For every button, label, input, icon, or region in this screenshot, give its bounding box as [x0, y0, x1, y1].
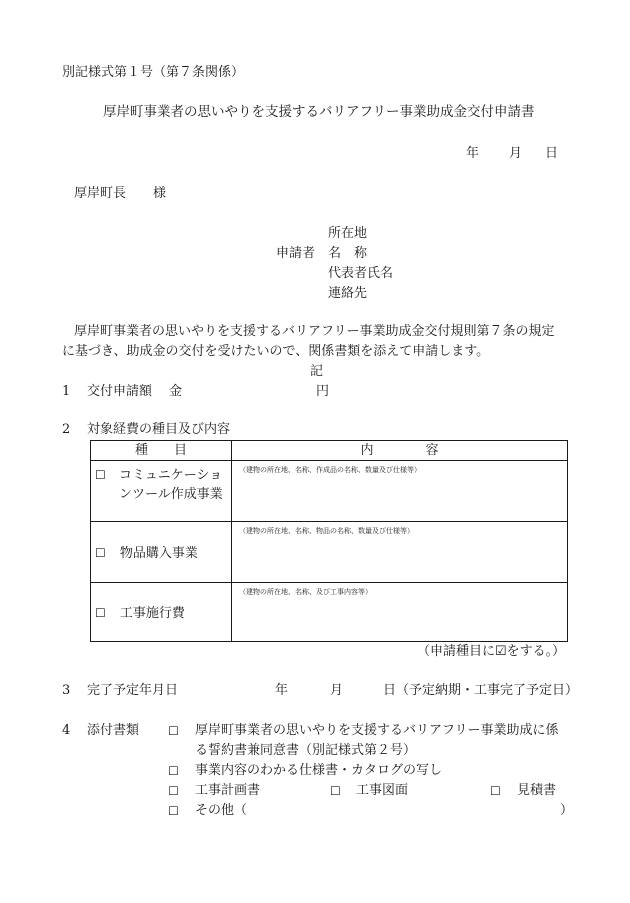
table-row: [91, 522, 568, 583]
checkbox-pledge[interactable]: ☐: [168, 724, 179, 738]
date-month: 月: [509, 146, 523, 161]
row-content-cell[interactable]: [232, 461, 568, 522]
section3-year: 年: [275, 683, 289, 698]
applicant-field-representative: 代表者氏名: [328, 266, 394, 281]
row-note: （建物の所在地、名称、及び工事内容等）: [239, 588, 372, 596]
applicant-field-contact: 連絡先: [328, 286, 368, 301]
section3-note: （予定納期・工事完了予定日）: [396, 683, 579, 698]
checkbox-communication-tool[interactable]: ☐: [95, 468, 106, 482]
checkbox-estimate[interactable]: ☐: [490, 784, 501, 798]
attachment-estimate: 見積書: [517, 783, 557, 798]
checkbox-other[interactable]: ☐: [168, 804, 179, 818]
attachment-construction-plan: 工事計画書: [195, 783, 261, 798]
section1-number: 1: [62, 384, 71, 399]
section4-label: 添付書類: [87, 723, 140, 738]
table-header-row: [91, 441, 568, 461]
section1-prefix: 金: [169, 384, 183, 399]
intro-line-2: に基づき、助成金の交付を受けたいので、関係書類を添えて申請します。: [62, 344, 490, 359]
section4-number: 4: [62, 723, 71, 738]
date-day: 日: [545, 146, 559, 161]
section3-number: 3: [62, 683, 71, 698]
checkbox-construction-drawing[interactable]: ☐: [330, 784, 341, 798]
attachment-spec-catalog: 事業内容のわかる仕様書・カタログの写し: [195, 763, 443, 778]
row-type-cell: [91, 583, 232, 642]
section3-month: 月: [330, 683, 344, 698]
row-name-line1: 工事施行費: [119, 606, 185, 621]
section3-day: 日: [383, 683, 397, 698]
checkbox-goods-purchase[interactable]: ☐: [95, 546, 106, 560]
section3-label: 完了予定年月日: [87, 683, 179, 698]
row-type-cell: [91, 461, 232, 522]
table-row: [91, 461, 568, 522]
attachment-construction-drawing: 工事図面: [356, 783, 409, 798]
attachment-other-open: その他（: [195, 803, 248, 818]
section2-number: 2: [62, 422, 71, 437]
row-content-cell[interactable]: [232, 522, 568, 583]
header-type: 種 目: [91, 441, 232, 461]
section1-label: 交付申請額: [87, 384, 153, 399]
checkbox-construction[interactable]: ☐: [95, 606, 106, 620]
form-number: 別記様式第１号（第７条関係）: [62, 65, 245, 80]
addressee-name: 厚岸町長: [74, 186, 127, 201]
row-name-line2: ンツール作成事業: [119, 487, 223, 502]
checkbox-spec-catalog[interactable]: ☐: [168, 764, 179, 778]
row-name-line1: 物品購入事業: [119, 546, 198, 561]
expense-items-table: [90, 440, 568, 642]
intro-line-1: 厚岸町事業者の思いやりを支援するバリアフリー事業助成金交付規則第７条の規定: [74, 324, 555, 339]
section1-unit: 円: [316, 384, 330, 399]
date-year: 年: [466, 146, 480, 161]
attachment-pledge-line1: 厚岸町事業者の思いやりを支援するバリアフリー事業助成に係: [195, 723, 559, 738]
applicant-field-address: 所在地: [328, 226, 368, 241]
row-type-cell: [91, 522, 232, 583]
applicant-field-name: 名 称: [328, 246, 368, 261]
section2-label: 対象経費の種目及び内容: [87, 422, 231, 437]
row-note: （建物の所在地、名称、物品の名称、数量及び仕様等）: [239, 527, 414, 535]
attachment-pledge-line2: る誓約書兼同意書（別記様式第２号）: [195, 743, 417, 758]
row-content-cell[interactable]: [232, 583, 568, 642]
row-name-line1: コミュニケーショ: [119, 468, 223, 483]
checkbox-construction-plan[interactable]: ☐: [168, 784, 179, 798]
addressee-honorific: 様: [153, 186, 167, 201]
attachment-other-close: ）: [560, 803, 574, 818]
header-content: 内 容: [232, 441, 568, 461]
table-row: [91, 583, 568, 642]
applicant-label: 申請者: [276, 246, 316, 261]
table-footnote: （申請種目に☑をする。）: [417, 644, 566, 659]
page-title: 厚岸町事業者の思いやりを支援するバリアフリー事業助成金交付申請書: [103, 104, 535, 120]
row-note: （建物の所在地、名称、作成品の名称、数量及び仕様等）: [239, 466, 421, 474]
ki-heading: 記: [310, 364, 324, 379]
